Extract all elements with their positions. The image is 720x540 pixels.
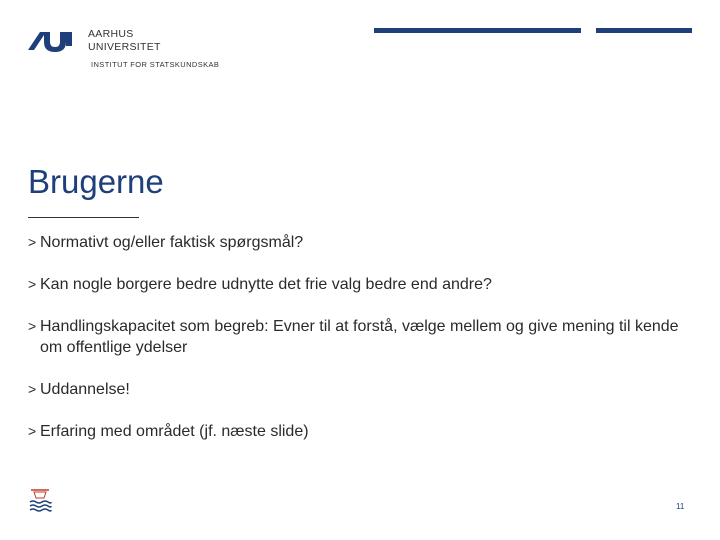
bullet-marker: >	[28, 423, 37, 439]
bullet-item	[28, 421, 698, 442]
university-name	[88, 28, 161, 54]
bullet-item	[28, 316, 698, 358]
university-line-1: AARHUS	[88, 28, 134, 40]
bullet-text: Normativt og/eller faktisk spørgsmål?	[40, 234, 304, 251]
bullet-item	[28, 232, 698, 253]
bullet-item	[28, 379, 698, 400]
au-seal-icon	[28, 488, 52, 514]
institute-name: INSTITUT FOR STATSKUNDSKAB	[91, 60, 220, 69]
bullet-text: Uddannelse!	[40, 381, 130, 398]
header-accent-bar-long	[374, 28, 581, 33]
title-underline	[28, 217, 139, 218]
slide-title: Brugerne	[28, 163, 164, 200]
bullet-text: Erfaring med området (jf. næste slide)	[40, 423, 309, 440]
bullet-marker: >	[28, 381, 37, 397]
bullet-text: Handlingskapacitet som begreb: Evner til at forstå, vælge mellem og give mening til kende om offentlige ydelser	[40, 318, 679, 356]
university-line-2: UNIVERSITET	[88, 41, 161, 53]
bullet-marker: >	[28, 234, 37, 250]
bullet-item	[28, 274, 698, 295]
bullet-text: Kan nogle borgere bedre udnytte det frie valg bedre end andre?	[40, 276, 492, 293]
bullet-marker: >	[28, 318, 37, 334]
header-accent-bar-short	[596, 28, 692, 33]
au-logo-icon	[26, 26, 76, 52]
bullet-marker: >	[28, 276, 37, 292]
page-number: 11	[676, 502, 685, 511]
bullet-list	[28, 232, 698, 463]
